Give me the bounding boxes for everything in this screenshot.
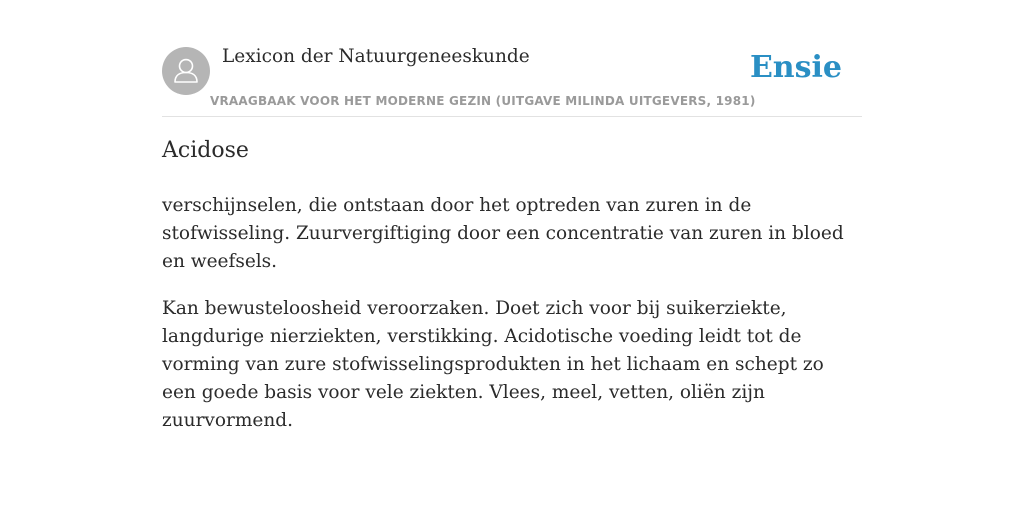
entry-paragraph: verschijnselen, die ontstaan door het optreden van zuren in de stofwisseling. Zuurvergiftiging door een concentratie van zuren in bloed en weefsels. [162,195,844,272]
brand-logo[interactable]: Ensie [749,50,842,85]
entry-paragraph: Kan bewusteloosheid veroorzaken. Doet zich voor bij suikerziekte, langdurige nierziekten, verstikking. Acidotische voeding leidt tot de vorming van zure stofwisselingsprodukten in het lichaam en schept zo een goede basis voor vele ziekten. Vlees, meel, vetten, oliën zijn zuurvormend. [162,298,824,431]
entry-title: Acidose [162,138,249,163]
avatar[interactable] [162,47,210,95]
source-subtitle: VRAAGBAAK VOOR HET MODERNE GEZIN (UITGAVE MILINDA UITGEVERS, 1981) [210,94,756,108]
entry-body [162,192,862,454]
source-header [162,0,862,117]
source-title[interactable]: Lexicon der Natuurgeneeskunde [222,46,530,67]
user-icon [162,47,210,95]
